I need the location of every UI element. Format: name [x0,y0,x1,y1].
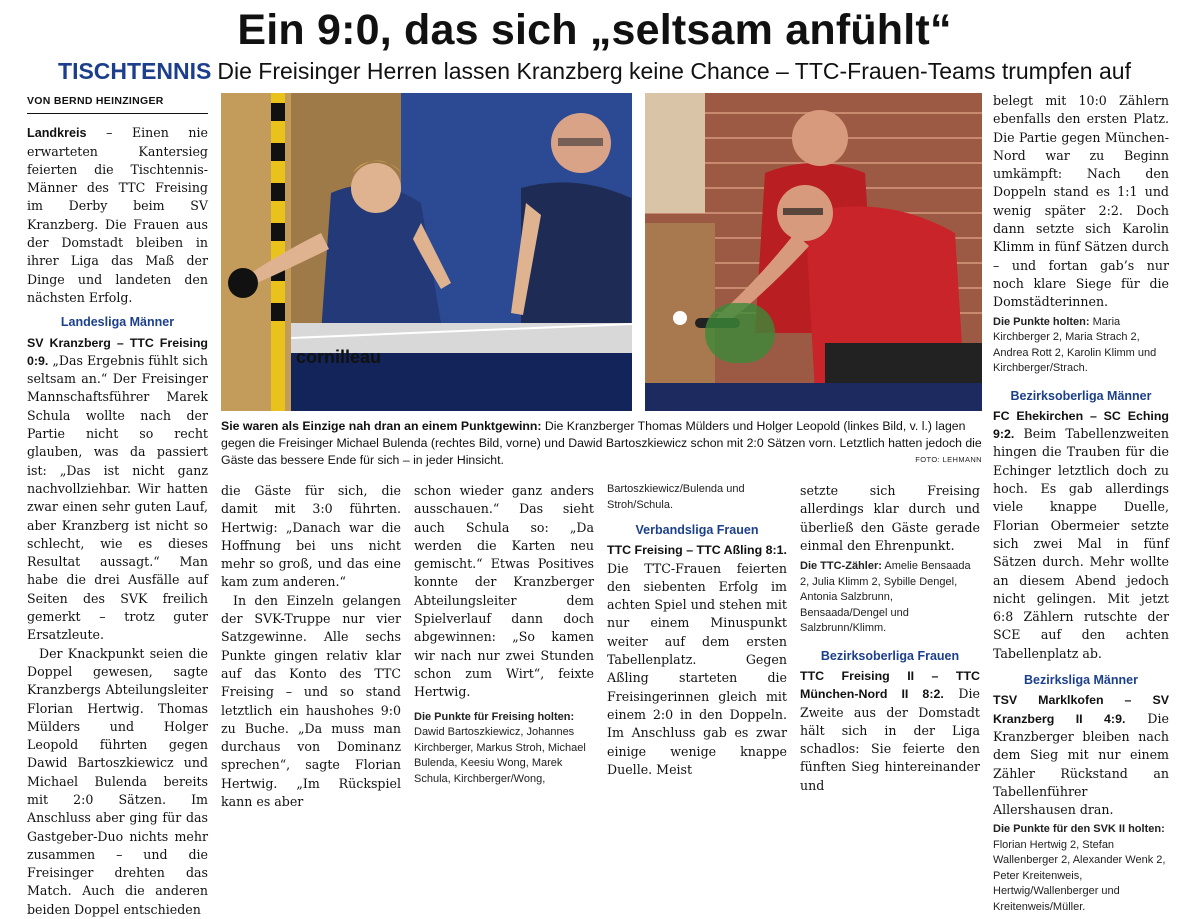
dateline: Landkreis [27,126,87,141]
intro-paragraph [27,124,208,307]
col5-paragraph-1: setzte sich Freising allerdings klar durch und überließ den Gäste gerade einmal den Ehrenpunkt. [800,483,980,553]
svk-ii-points-list [993,822,1169,915]
article-column-1 [27,92,208,919]
photo-caption [221,418,983,469]
caption-lead: Sie waren als Einzige nah dran an einem Punktgewinn: [221,419,542,433]
knackpunkt-paragraph: Der Knackpunkt seien die Doppel gewesen, sagte Kranzbergs Abteilungsleiter Florian Hertwig. Thomas Mülders und Holger Leopold führten gegen Dawid Bartoszkiewicz und Michael Bulenda bereits mit 2:0 Sätzen. Im Anschluss aber ging für das Gastgeber-Duo nichts mehr zusammen – und die Freisinger drehten das Match. Auch die anderen beiden Doppel entschieden [27,645,208,917]
col3-paragraph-1: schon wieder ganz anders ausschauen.“ Das sieht auch Schula so: „Da werden die Karten neu gemischt.“ Etwas Positives konnte der Kranzberger Abteilungsleiter dem Spielverlauf dann doch abgewinnen: „So kamen wir nach nur zwei Stunden schon zum Wirt“, feixte Hertwig. [414,483,594,700]
article-column-5 [800,482,980,795]
bezirksoberliga-frauen-text: Die Zweite aus der Domstadt hält sich in der Liga schadlos: Sie feierte den fünften Sieg hintereinander und [800,686,980,793]
photo-right-illustration [645,93,982,411]
col2-paragraph-2: In den Einzeln gelangen der SVK-Truppe nur vier Satzgewinne. Alle sechs Punkte gingen relativ klar auf das Konto des TTC Freising – und so stand letztlich ein haushohes 9:0 zu Buche. „Da muss man durchaus von Dominanz sprechen“, sagte Florian Hertwig. „Im Rückspiel kann es aber [221,592,401,810]
section-heading-bezirksoberliga-maenner: Bezirksoberliga Männer [1010,388,1152,403]
match-result: TSV Marklkofen – SV Kranzberg II 4:9. [993,693,1169,726]
caption-text: Die Kranzberger Thomas Mülders und Holger Leopold (linkes Bild, v. l.) lagen gegen die Freisinger Michael Bulenda (rechtes Bild, vorne) und Dawid Bartoszkiewicz schon mit 2:0 Sätzen vorn. Letztlich hatten jedoch die Gäste das bessere Ende für sich – in jeder Hinsicht. [221,419,982,467]
frauen-ii-points-list [993,315,1169,377]
section-heading-bezirksoberliga-frauen: Bezirksoberliga Frauen [820,648,960,663]
verbandsliga-paragraph [607,541,787,779]
landesliga-text: „Das Ergebnis fühlt sich seltsam an.“ Der Freisinger Mannschaftsführer Marek Schula wollte nach der Partie nicht so recht glauben, was da passiert ist: „Das ist nicht ganz nachvollziehbar. Wir hatten zwar einen sehr guten Lauf, aber Kranzberg ist nicht so schlecht, wie es dieses Resultat aussagt.“ Man habe die drei Ausfälle auf Seiten des SVK freilich gemerkt – trotz guter Ersatzleute. [27,352,208,643]
article-column-4 [607,482,787,779]
section-heading-bezirksliga: Bezirksliga Männer [1024,673,1138,688]
subheadline-text: Die Freisinger Herren lassen Kranzberg keine Chance – TTC-Frauen-Teams trumpfen auf [217,58,1131,84]
points-names: Maria Kirchberger 2, Maria Strach 2, Andrea Rott 2, Karolin Klimm und Kirchberger/Strach. [993,315,1157,375]
ttc-points-list [800,559,980,637]
points-label: Die TTC-Zähler: [800,560,882,573]
col2-paragraph-1: die Gäste für sich, die damit mit 3:0 führten. Hertwig: „Danach war die Hoffnung bei uns nicht mehr so groß, und das eine kam zum anderen.“ [221,483,401,590]
bezirksoberliga-frauen-paragraph [800,667,980,795]
intro-text: – Einen nie erwarteten Kantersieg feierten die Tischtennis-Männer des TTC Freising im Derby beim SV Kranzberg. Die Frauen aus der Domstadt bleiben in ihrer Liga das Maß der Dinge und landeten den nächsten Erfolg. [27,125,208,305]
table-brand-label: cornilleau [296,347,382,367]
points-label: Die Punkte für Freising holten: [414,710,575,723]
article-column-2 [221,482,401,811]
section-heading-landesliga: Landesliga Männer [60,315,175,330]
bezirksliga-text: Die Kranzberger bleiben nach dem Sieg mit nur einem Zähler Rückstand an Tabellenführer Allershausen dran. [993,710,1169,818]
photo-right-players [645,93,982,411]
bezirksoberliga-maenner-text: Beim Tabellenzweiten hingen die Trauben für die Echinger letztlich doch zu hoch. Es gab allerdings viele knappe Duelle, Florian Obermeier setzte sich zwei Mal in fünf Sätzen durch. Mehr wollte an diesem Abend jedoch nicht gelingen. Mit jetzt 6:8 Zählern rutschte der SCE auf den achten Tabellenplatz ab. [993,426,1169,661]
article-column-3 [414,482,594,787]
landesliga-paragraph [27,334,208,645]
bezirksliga-paragraph [993,691,1169,819]
points-names: Florian Hertwig 2, Stefan Wallenberger 2, Alexander Wenk 2, Peter Kreitenweis, Hertwig/Wallenberger und Kreitenweis/Müller. [993,838,1166,913]
subheadline [0,58,1189,85]
points-label: Die Punkte holten: [993,315,1090,328]
verbandsliga-text: Die TTC-Frauen feierten den siebenten Erfolg im achten Spiel und stehen mit nur einem Minuspunkt weiter auf dem ersten Tabellenplatz. Gegen Aßling starteten die Freisingerinnen gleich mit einem 2:0 in den Doppeln. Im Anschluss gab es zwar einige wenige knappe Duelle. Meist [607,560,787,777]
match-result: FC Ehekirchen – SC Eching 9:2. [993,408,1169,442]
photo-credit: FOTO: LEHMANN [915,455,982,464]
points-label: Die Punkte für den SVK II holten: [993,823,1165,836]
section-heading-verbandsliga: Verbandsliga Frauen [635,523,759,537]
match-result: TTC Freising II – TTC München-Nord II 8:2. [800,668,980,702]
match-result: SV Kranzberg – TTC Freising 0:9. [27,335,208,368]
photo-left-illustration [221,93,632,411]
photo-left-players [221,93,632,411]
byline: VON BERND HEINZINGER [27,92,208,114]
points-names: Amelie Bensaada 2, Julia Klimm 2, Sybille Dengel, Antonia Salzbrunn, Bensaada/Dengel und Salzbrunn/Klimm. [800,560,971,635]
section-kicker: TISCHTENNIS [58,58,212,84]
points-names: Dawid Bartoszkiewicz, Johannes Kirchberger, Markus Stroh, Michael Bulenda, Keesiu Wong, Marek Schula, Kirchberger/Wong, [414,726,586,785]
headline: Ein 9:0, das sich „seltsam anfühlt“ [237,6,952,54]
article-column-6 [993,92,1169,915]
points-continued: Bartoszkiewicz/Bulenda und Stroh/Schula. [607,483,745,511]
bezirksoberliga-maenner-paragraph [993,407,1169,663]
match-result: TTC Freising – TTC Aßling 8:1. [607,543,787,558]
col6-paragraph-1: belegt mit 10:0 Zählern ebenfalls den ersten Platz. Die Partie gegen München-Nord war zu Beginn umkämpft: Nach den Doppeln stand es 1:1 und wenig später 2:2. Doch dann setzte sich Karolin Klimm in fünf Sätzen durch – und fortan gab’s nur noch klare Siege für die Domstädterinnen. [993,93,1169,310]
freising-points-list [414,710,594,788]
